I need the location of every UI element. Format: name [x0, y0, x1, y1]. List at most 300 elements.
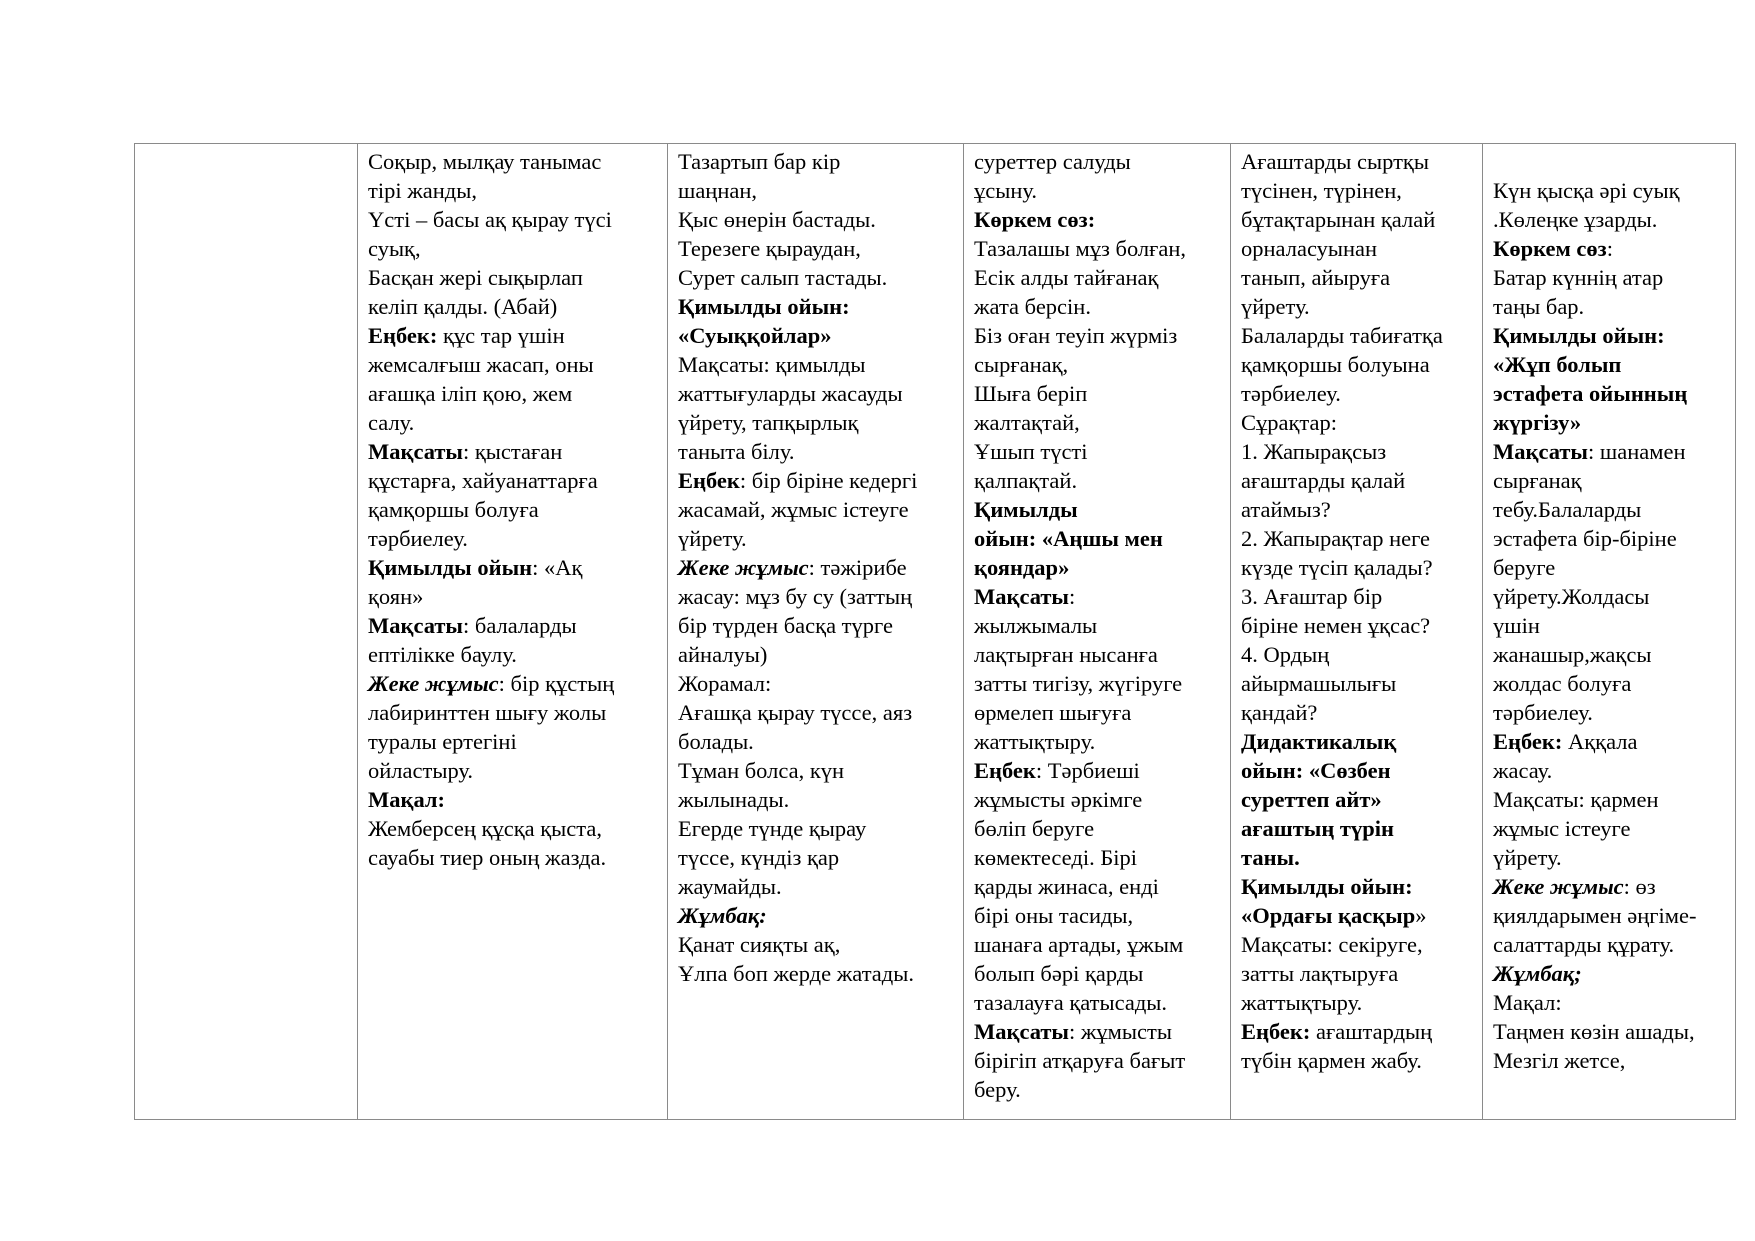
text-run: қиялдарымен әңгіме- — [1493, 903, 1697, 928]
text-run: лабиринттен шығу жолы — [368, 700, 607, 725]
text-run: Таңмен көзін ашады, — [1493, 1019, 1695, 1044]
text-line — [368, 785, 661, 814]
text-run: құс тар үшін — [437, 323, 565, 348]
text-line — [368, 611, 661, 640]
table-cell-0 — [135, 144, 358, 1120]
text-line — [1493, 843, 1729, 872]
text-run: Соқыр, мылқау танымас — [368, 149, 602, 174]
text-run: қандай? — [1241, 700, 1318, 725]
text-run: жасамай, жұмыс істеуге — [678, 497, 909, 522]
text-run: : қыстаған — [463, 439, 563, 464]
text-run: Тазартып бар кір — [678, 149, 841, 174]
text-run: жолдас болуға — [1493, 671, 1632, 696]
text-run: Қимылды ойын: — [1493, 323, 1665, 348]
text-line — [1493, 205, 1729, 234]
text-line — [974, 930, 1224, 959]
text-run: : — [1606, 236, 1613, 261]
text-line — [368, 553, 661, 582]
text-run: бірігіп атқаруға бағыт — [974, 1048, 1186, 1073]
text-run: ойын: «Аңшы мен — [974, 526, 1163, 551]
text-run: Еңбек: — [1241, 1019, 1311, 1044]
text-run: Ұшып түсті — [974, 439, 1088, 464]
text-line — [974, 988, 1224, 1017]
text-line — [368, 843, 661, 872]
text-line — [1493, 727, 1729, 756]
text-run: салу. — [368, 410, 415, 435]
text-line — [1241, 466, 1476, 495]
text-line — [678, 553, 957, 582]
text-line — [974, 553, 1224, 582]
text-run: жұмысты әркімге — [974, 787, 1143, 812]
text-line — [1241, 524, 1476, 553]
text-run: Қанат сияқты ақ, — [678, 932, 841, 957]
text-line — [974, 147, 1224, 176]
text-line — [1241, 930, 1476, 959]
text-run: ағаштың түрін — [1241, 816, 1394, 841]
text-line — [368, 698, 661, 727]
text-line — [974, 408, 1224, 437]
text-run: бір түрден басқа түрге — [678, 613, 893, 638]
text-line — [1241, 379, 1476, 408]
text-run: болып бәрі қарды — [974, 961, 1144, 986]
text-line — [678, 785, 957, 814]
text-line — [678, 756, 957, 785]
text-run: атаймыз? — [1241, 497, 1331, 522]
text-run: Жеке жұмыс — [368, 671, 499, 696]
text-run: болады. — [678, 729, 754, 754]
text-line — [678, 321, 957, 350]
text-run: Егерде түнде қырау — [678, 816, 867, 841]
text-line — [1493, 495, 1729, 524]
text-line — [1493, 785, 1729, 814]
text-line — [974, 524, 1224, 553]
text-run: Балаларды табиғатқа — [1241, 323, 1443, 348]
text-run: күзде түсіп қалады? — [1241, 555, 1433, 580]
text-line — [1241, 1046, 1476, 1075]
text-run: Сурет салып тастады. — [678, 265, 888, 290]
text-line — [1493, 930, 1729, 959]
text-run: Еңбек — [974, 758, 1036, 783]
text-line — [368, 379, 661, 408]
text-run: эстафета бір-біріне — [1493, 526, 1677, 551]
text-line — [1241, 582, 1476, 611]
text-run: үйрету, тапқырлық — [678, 410, 859, 435]
table-cell-4 — [1231, 144, 1483, 1120]
text-run: Көркем сөз: — [974, 207, 1096, 232]
text-line — [368, 292, 661, 321]
cell-content — [964, 144, 1230, 1104]
text-run: өрмелеп шығуға — [974, 700, 1132, 725]
text-line — [678, 176, 957, 205]
text-run: Басқан жері сықырлап — [368, 265, 583, 290]
text-run: Ұлпа боп жерде жатады. — [678, 961, 914, 986]
text-run: сырғанақ — [1493, 468, 1582, 493]
text-line — [974, 495, 1224, 524]
text-line — [974, 756, 1224, 785]
text-run: : бір біріне кедергі — [739, 468, 918, 493]
text-line — [678, 437, 957, 466]
text-line — [678, 698, 957, 727]
text-run: Қимылды ойын — [368, 555, 533, 580]
text-run: бөліп беруге — [974, 816, 1095, 841]
cell-content — [135, 144, 357, 147]
text-line — [368, 147, 661, 176]
text-line — [1241, 901, 1476, 930]
text-run: Мезгіл жетсе, — [1493, 1048, 1626, 1073]
text-run: Мақсаты — [368, 439, 463, 464]
text-line — [368, 176, 661, 205]
text-line — [1241, 756, 1476, 785]
text-run: қамқоршы болуына — [1241, 352, 1430, 377]
text-run: құстарға, хайуанаттарға — [368, 468, 598, 493]
text-run: Мақал: — [1493, 990, 1562, 1015]
text-line — [1493, 669, 1729, 698]
text-run: Дидактикалық — [1241, 729, 1397, 754]
table-cell-2 — [668, 144, 964, 1120]
text-line — [678, 872, 957, 901]
cell-content — [668, 144, 963, 988]
text-line — [678, 379, 957, 408]
text-run: Аққала — [1562, 729, 1638, 754]
text-run: Шыға беріп — [974, 381, 1088, 406]
text-run: жалтақтай, — [974, 410, 1080, 435]
text-run: таны. — [1241, 845, 1300, 870]
text-run: таңы бар. — [1493, 294, 1585, 319]
text-line — [1493, 263, 1729, 292]
text-run: Жұмбақ; — [1493, 961, 1582, 986]
text-line — [1493, 756, 1729, 785]
table-cell-5 — [1483, 144, 1736, 1120]
text-line — [1493, 698, 1729, 727]
text-line — [368, 350, 661, 379]
text-line — [678, 292, 957, 321]
text-line — [368, 669, 661, 698]
text-line — [1241, 176, 1476, 205]
cell-content — [358, 144, 667, 872]
text-run: жүргізу» — [1493, 410, 1582, 435]
text-run: сырғанақ, — [974, 352, 1069, 377]
text-line — [974, 350, 1224, 379]
text-run: қояндар» — [974, 555, 1070, 580]
text-run: ойын: «Сөзбен — [1241, 758, 1391, 783]
text-run: Мақсаты: қармен — [1493, 787, 1659, 812]
text-run: үшін — [1493, 613, 1540, 638]
text-line — [974, 437, 1224, 466]
text-line — [678, 263, 957, 292]
text-line — [1241, 553, 1476, 582]
text-run: айырмашылығы — [1241, 671, 1397, 696]
text-run: Мақсаты — [1493, 439, 1588, 464]
text-line — [678, 611, 957, 640]
text-run: Мақсаты — [974, 1019, 1069, 1044]
text-line — [1241, 727, 1476, 756]
text-run: Есік алды тайғанақ — [974, 265, 1159, 290]
text-line — [1493, 988, 1729, 1017]
text-run: таныта білу. — [678, 439, 795, 464]
text-run: Қыс өнерін бастады. — [678, 207, 876, 232]
text-line — [1493, 147, 1729, 176]
text-run: Тұман болса, күн — [678, 758, 845, 783]
text-line — [1493, 292, 1729, 321]
text-run: жаттықтыру. — [974, 729, 1096, 754]
text-line — [1241, 147, 1476, 176]
text-run: Күн қысқа әрі суық — [1493, 178, 1680, 203]
text-run: Терезеге қыраудан, — [678, 236, 861, 261]
text-run: орналасуынан — [1241, 236, 1378, 261]
text-line — [368, 727, 661, 756]
text-line — [974, 263, 1224, 292]
text-run: «Суыққойлар» — [678, 323, 832, 348]
text-line — [974, 466, 1224, 495]
text-run: тебу.Балаларды — [1493, 497, 1642, 522]
text-line — [1241, 872, 1476, 901]
text-run: ағаштарды қалай — [1241, 468, 1406, 493]
text-run: ойластыру. — [368, 758, 474, 783]
text-run: тәрбиелеу. — [1493, 700, 1593, 725]
text-run: : шанамен — [1588, 439, 1686, 464]
text-line — [974, 1017, 1224, 1046]
text-run: қалпақтай. — [974, 468, 1078, 493]
text-run: бұтақтарынан қалай — [1241, 207, 1436, 232]
text-line — [974, 1075, 1224, 1104]
text-line — [1493, 524, 1729, 553]
text-line — [1241, 814, 1476, 843]
text-line — [974, 698, 1224, 727]
text-run: тәрбиелеу. — [368, 526, 468, 551]
text-line — [678, 205, 957, 234]
text-line — [1241, 263, 1476, 292]
text-run: қарды жинаса, енді — [974, 874, 1159, 899]
text-line — [1241, 408, 1476, 437]
text-line — [974, 727, 1224, 756]
text-line — [1493, 350, 1729, 379]
table-cell-1 — [358, 144, 668, 1120]
text-run: Көркем сөз — [1493, 236, 1607, 261]
text-line — [368, 495, 661, 524]
text-line — [1493, 1017, 1729, 1046]
text-run: салаттарды құрату. — [1493, 932, 1675, 957]
text-run: : өз — [1623, 874, 1656, 899]
text-run: жата берсін. — [974, 294, 1091, 319]
text-run: үйрету. — [1241, 294, 1310, 319]
text-run: Батар күннің атар — [1493, 265, 1664, 290]
text-run: Сұрақтар: — [1241, 410, 1338, 435]
text-run: біріне немен ұқсас? — [1241, 613, 1431, 638]
text-run: : «Ақ — [532, 555, 583, 580]
text-run: Еңбек: — [368, 323, 438, 348]
text-line — [678, 524, 957, 553]
text-line — [368, 524, 661, 553]
text-line — [678, 466, 957, 495]
text-run: жанашыр,жақсы — [1493, 642, 1652, 667]
text-run: жасау. — [1493, 758, 1553, 783]
text-line — [368, 814, 661, 843]
text-run: «Жұп болып — [1493, 352, 1622, 377]
text-line — [974, 640, 1224, 669]
text-run: Қимылды ойын: — [1241, 874, 1413, 899]
text-line — [1241, 292, 1476, 321]
text-run: : бір құстың — [498, 671, 615, 696]
text-line — [1493, 176, 1729, 205]
text-run: Жеке жұмыс — [1493, 874, 1624, 899]
text-run: Мақсаты — [368, 613, 463, 638]
text-run: қоян» — [368, 584, 424, 609]
text-run: беруге — [1493, 555, 1556, 580]
text-line — [678, 350, 957, 379]
text-run: жаттығуларды жасауды — [678, 381, 903, 406]
text-run: айналуы) — [678, 642, 768, 667]
text-line — [1493, 437, 1729, 466]
text-line — [1241, 234, 1476, 263]
text-line — [678, 669, 957, 698]
text-run: қамқоршы болуға — [368, 497, 539, 522]
text-run: түбін қармен жабу. — [1241, 1048, 1422, 1073]
text-line — [1241, 1017, 1476, 1046]
text-line — [1241, 321, 1476, 350]
text-run: Жеке жұмыс — [678, 555, 809, 580]
text-run: жаумайды. — [678, 874, 782, 899]
text-line — [974, 379, 1224, 408]
text-run: 1. Жапырақсыз — [1241, 439, 1387, 464]
text-run: суық, — [368, 236, 421, 261]
text-run: 3. Ағаштар бір — [1241, 584, 1383, 609]
text-line — [678, 843, 957, 872]
text-run: затты тигізу, жүгіруге — [974, 671, 1183, 696]
text-line — [1241, 495, 1476, 524]
text-line — [1493, 611, 1729, 640]
text-line — [1493, 234, 1729, 263]
text-run: шанаға артады, ұжым — [974, 932, 1184, 957]
text-line — [1241, 988, 1476, 1017]
text-run: ептілікке баулу. — [368, 642, 517, 667]
text-line — [1493, 814, 1729, 843]
text-run: : жұмысты — [1069, 1019, 1172, 1044]
text-run: ағашқа іліп қою, жем — [368, 381, 573, 406]
text-run: Ағашқа қырау түссе, аяз — [678, 700, 913, 725]
text-run: тірі жанды, — [368, 178, 477, 203]
text-line — [1241, 669, 1476, 698]
text-run: : — [1069, 584, 1076, 609]
text-run: түссе, күндіз қар — [678, 845, 840, 870]
text-line — [1493, 1046, 1729, 1075]
text-line — [974, 872, 1224, 901]
text-run: 4. Ордың — [1241, 642, 1330, 667]
text-run: Жемберсең құсқа қыста, — [368, 816, 603, 841]
text-run: Тазалашы мұз болған, — [974, 236, 1187, 261]
cell-content — [1231, 144, 1482, 1075]
text-line — [1493, 872, 1729, 901]
text-run: Қимылды — [974, 497, 1078, 522]
text-run: жемсалғыш жасап, оны — [368, 352, 594, 377]
text-run: » — [1415, 903, 1427, 928]
text-line — [678, 582, 957, 611]
text-run: ағаштардың — [1310, 1019, 1433, 1044]
text-line — [1493, 408, 1729, 437]
text-line — [368, 756, 661, 785]
text-run: жылынады. — [678, 787, 790, 812]
text-run: Жұмбақ: — [678, 903, 767, 928]
text-run: жасау: мұз бу су (заттың — [678, 584, 913, 609]
text-run: шаңнан, — [678, 178, 758, 203]
text-line — [1493, 466, 1729, 495]
text-run: туралы ертегіні — [368, 729, 517, 754]
text-line — [1493, 901, 1729, 930]
text-run: Мақсаты: секіруге, — [1241, 932, 1423, 957]
text-line — [1241, 698, 1476, 727]
text-line — [1241, 959, 1476, 988]
text-line — [1241, 350, 1476, 379]
text-line — [368, 321, 661, 350]
text-run: Еңбек — [678, 468, 740, 493]
cell-content — [1483, 144, 1735, 1075]
text-run: үйрету. — [1493, 845, 1562, 870]
text-line — [1493, 321, 1729, 350]
text-run: затты лақтыруға — [1241, 961, 1399, 986]
text-run: көмектеседі. Бірі — [974, 845, 1137, 870]
text-line — [678, 930, 957, 959]
text-line — [678, 408, 957, 437]
text-line — [974, 582, 1224, 611]
text-line — [368, 466, 661, 495]
text-line — [974, 292, 1224, 321]
text-run: беру. — [974, 1077, 1021, 1102]
text-run: сауабы тиер оның жазда. — [368, 845, 607, 870]
text-run: Үсті – басы ақ қырау түсі — [368, 207, 612, 232]
text-run: келіп қалды. (Абай) — [368, 294, 558, 319]
text-run: Жорамал: — [678, 671, 772, 696]
text-run: эстафета ойынның — [1493, 381, 1688, 406]
text-run: Біз оған теуіп жүрміз — [974, 323, 1178, 348]
text-line — [974, 814, 1224, 843]
text-line — [368, 263, 661, 292]
text-line — [1241, 611, 1476, 640]
text-line — [1241, 785, 1476, 814]
text-line — [368, 408, 661, 437]
text-line — [1493, 582, 1729, 611]
text-line — [1493, 640, 1729, 669]
text-run: үйрету.Жолдасы — [1493, 584, 1650, 609]
text-run: лақтырған нысанға — [974, 642, 1158, 667]
text-run: суреттеп айт» — [1241, 787, 1382, 812]
text-line — [1241, 205, 1476, 234]
text-line — [678, 234, 957, 263]
text-line — [368, 437, 661, 466]
text-line — [678, 495, 957, 524]
table-row — [135, 144, 1736, 1120]
text-line — [1241, 437, 1476, 466]
text-run: жаттықтыру. — [1241, 990, 1363, 1015]
text-run: .Көлеңке ұзарды. — [1493, 207, 1658, 232]
text-line — [678, 727, 957, 756]
text-line — [974, 1046, 1224, 1075]
text-run: 2. Жапырақтар неге — [1241, 526, 1431, 551]
text-line — [678, 814, 957, 843]
text-run: Ағаштарды сыртқы — [1241, 149, 1429, 174]
text-line — [1241, 640, 1476, 669]
text-line — [974, 785, 1224, 814]
text-run: жұмыс істеуге — [1493, 816, 1631, 841]
text-run: танып, айыруға — [1241, 265, 1391, 290]
text-run: түсінен, түрінен, — [1241, 178, 1402, 203]
text-line — [974, 205, 1224, 234]
text-run: Мақсаты: қимылды — [678, 352, 866, 377]
text-run: Еңбек: — [1493, 729, 1563, 754]
text-line — [1493, 959, 1729, 988]
text-line — [974, 176, 1224, 205]
text-line — [678, 959, 957, 988]
text-line — [974, 901, 1224, 930]
text-run: бірі оны тасиды, — [974, 903, 1134, 928]
